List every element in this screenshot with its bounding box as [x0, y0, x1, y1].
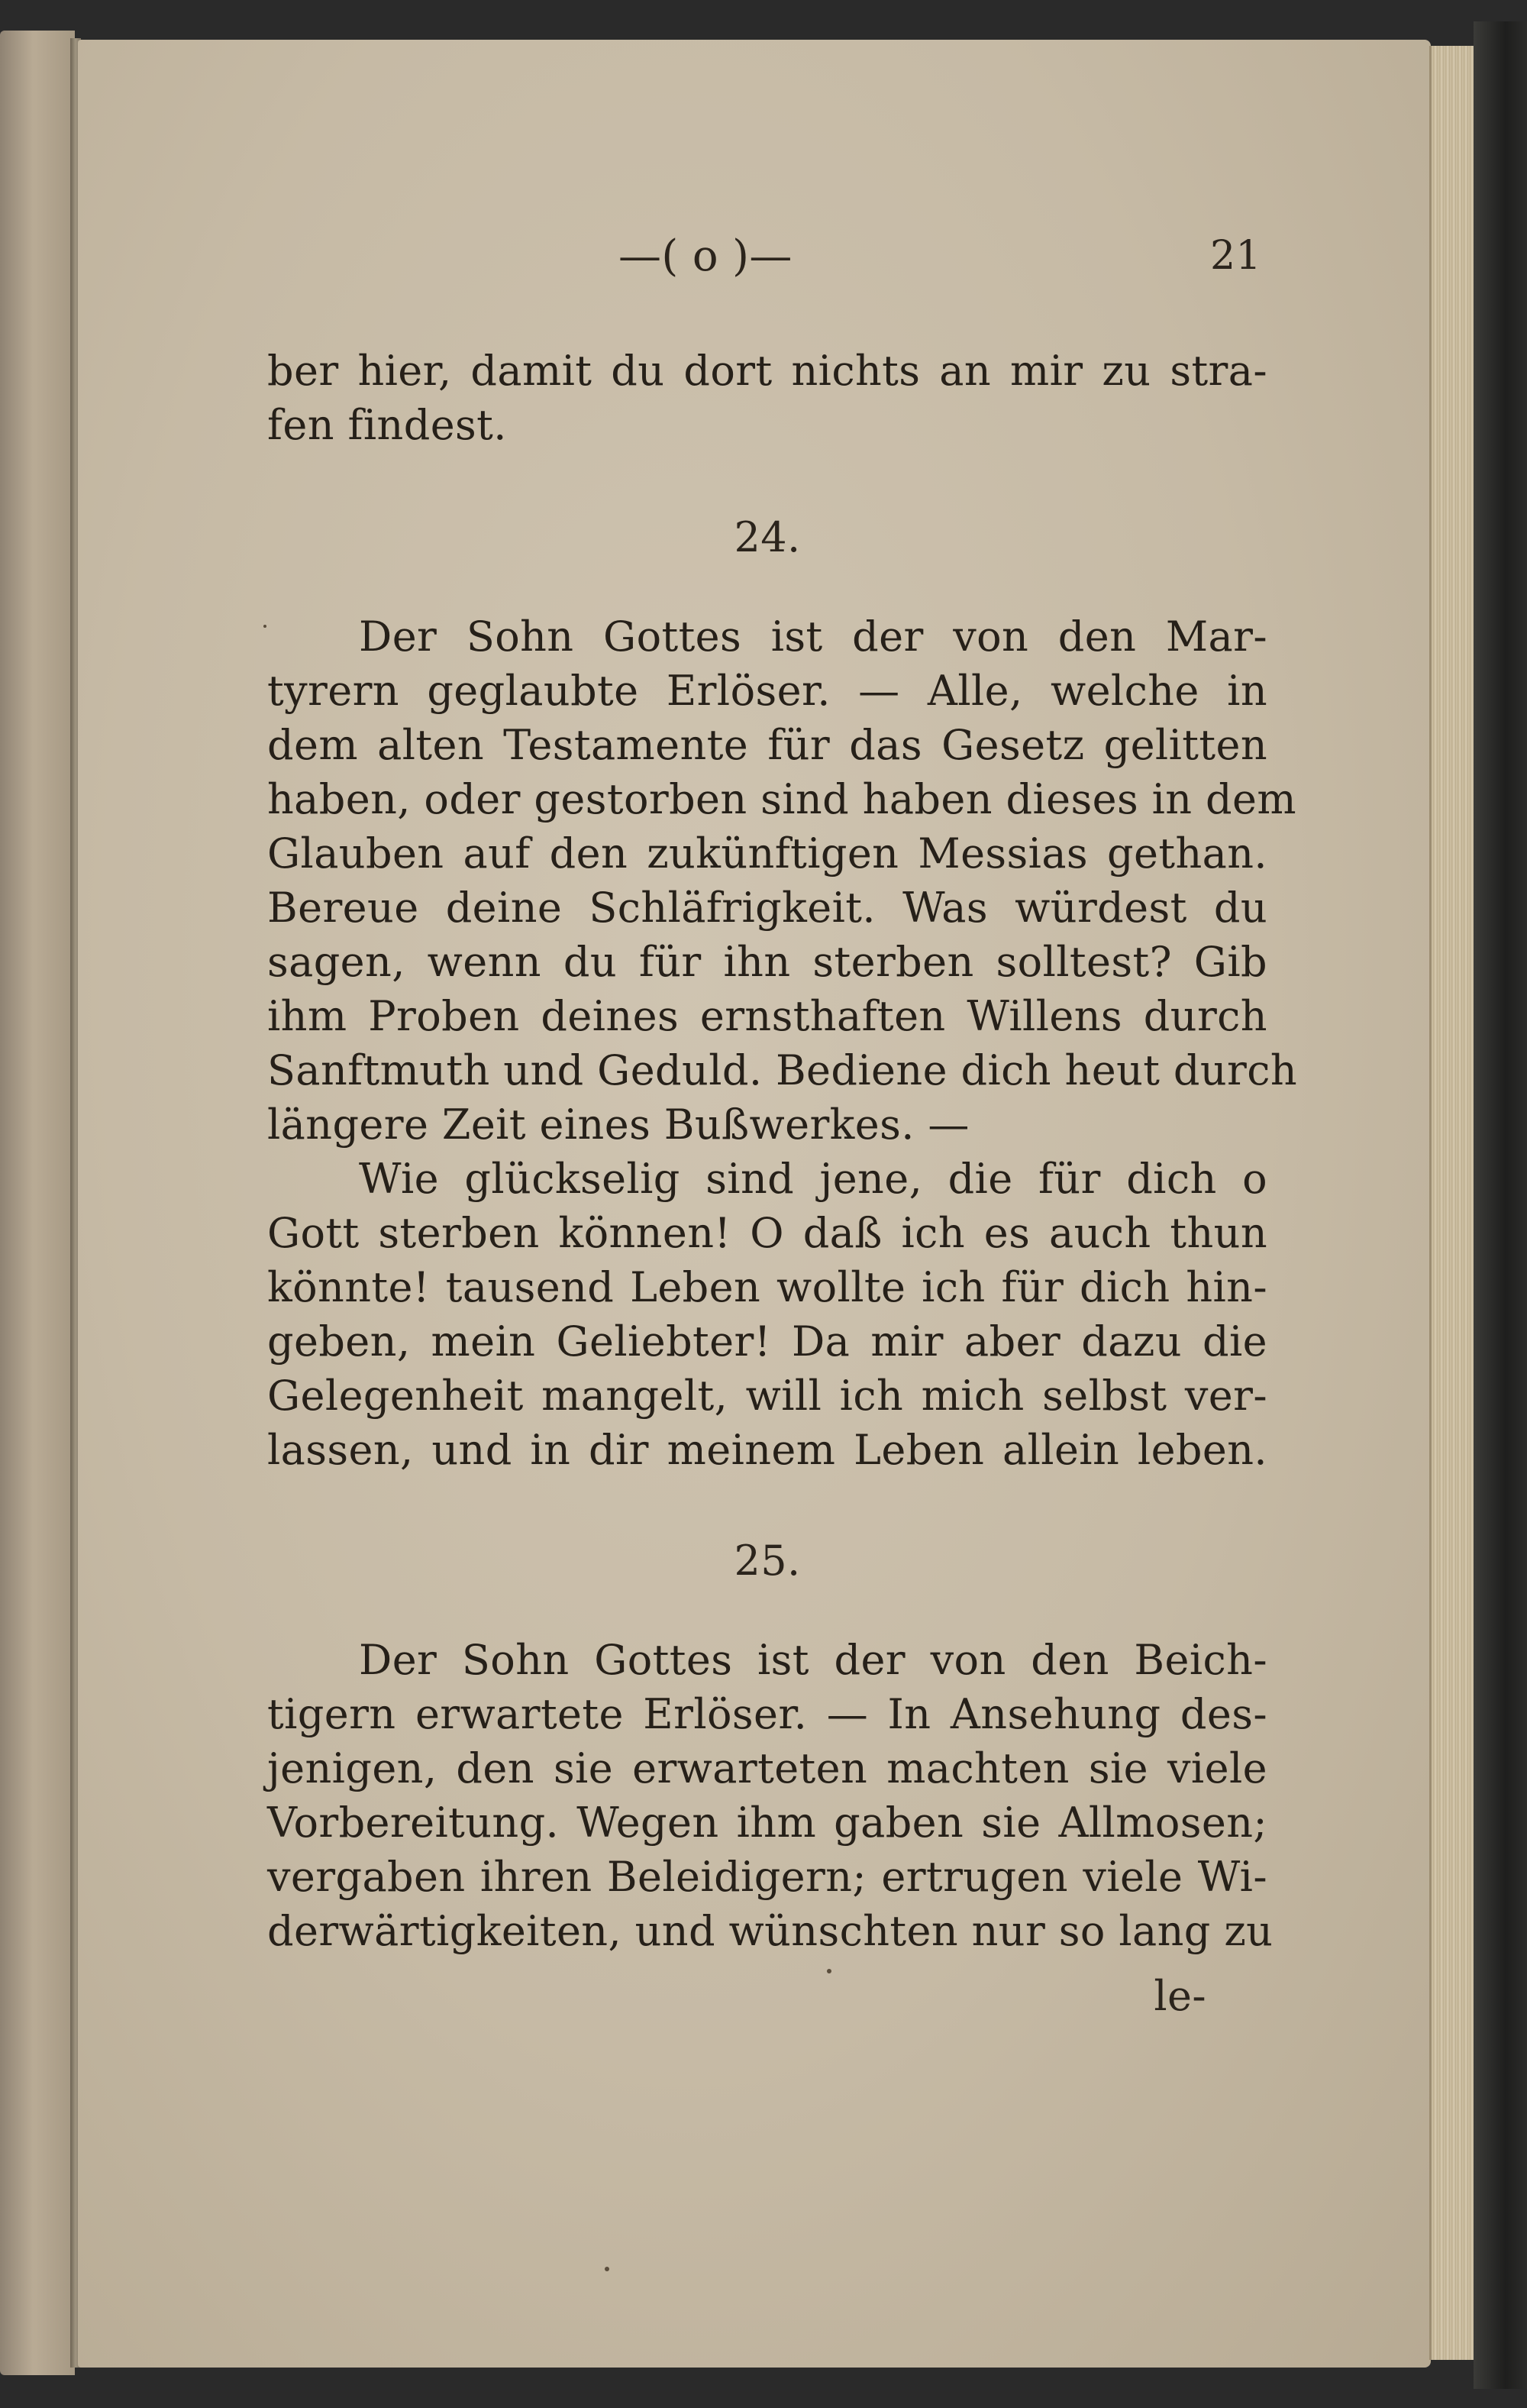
text-line: fen findest.	[267, 401, 507, 449]
running-header	[267, 229, 1267, 283]
text-line: haben, oder gestorben sind haben dieses in dem	[267, 775, 1296, 823]
text-line: lassen, und in dir meinem Leben allein leben.	[267, 1426, 1267, 1474]
page-edges	[1429, 46, 1476, 2360]
page-number: 21	[1210, 233, 1261, 279]
text-line: Bereue deine Schläfrigkeit. Was würdest du	[267, 884, 1267, 932]
book-cover	[1474, 21, 1527, 2389]
text-line: ihm Proben deines ernsthaften Willens durch	[267, 992, 1267, 1040]
section-24-paragraph-2	[267, 1152, 1267, 1477]
text-line: tyrern geglaubte Erlöser. — Alle, welche in	[267, 667, 1267, 715]
text-line: Vorbereitung. Wegen ihm gaben sie Allmosen;	[267, 1799, 1267, 1847]
text-line: tigern erwartete Erlöser. — In Ansehung des-	[267, 1690, 1267, 1738]
section-number-24: 24.	[734, 513, 801, 561]
previous-page-edge	[0, 31, 75, 2375]
header-ornament: —( o )—	[618, 231, 793, 281]
text-line: vergaben ihren Beleidigern; ertrugen viele Wi-	[267, 1853, 1267, 1901]
paper-speck	[827, 1969, 831, 1973]
text-line: Sanftmuth und Geduld. Bediene dich heut durch	[267, 1046, 1298, 1094]
paper-speck	[263, 625, 266, 628]
text-line: längere Zeit eines Bußwerkes. —	[267, 1101, 970, 1149]
text-line: Der Sohn Gottes ist der von den Mar-	[359, 613, 1267, 661]
text-line: ber hier, damit du dort nichts an mir zu stra-	[267, 347, 1267, 395]
text-line: derwärtigkeiten, und wünschten nur so lang zu	[267, 1907, 1274, 1955]
text-line: Gelegenheit mangelt, will ich mich selbst ver-	[267, 1372, 1267, 1420]
text-line: Gott sterben können! O daß ich es auch thun	[267, 1209, 1267, 1257]
text-line: jenigen, den sie erwarteten machten sie viele	[267, 1744, 1267, 1792]
paper-speck	[605, 2267, 609, 2271]
text-line: Wie glückselig sind jene, die für dich o	[359, 1155, 1267, 1203]
text-line: Glauben auf den zukünftigen Messias gethan.	[267, 829, 1267, 878]
text-line: Der Sohn Gottes ist der von den Beich-	[359, 1636, 1267, 1684]
text-line: sagen, wenn du für ihn sterben solltest? Gib	[267, 938, 1267, 986]
text-line: geben, mein Geliebter! Da mir aber dazu die	[267, 1317, 1267, 1366]
text-line: dem alten Testamente für das Gesetz gelitten	[267, 721, 1267, 769]
catchword: le-	[1154, 1972, 1206, 2020]
section-25-paragraph-1	[267, 1633, 1274, 1958]
intro-paragraph	[267, 344, 1267, 452]
section-24-paragraph-1	[267, 609, 1298, 1152]
text-line: könnte! tausend Leben wollte ich für dich hin-	[267, 1263, 1267, 1311]
section-number-25: 25.	[734, 1537, 801, 1585]
